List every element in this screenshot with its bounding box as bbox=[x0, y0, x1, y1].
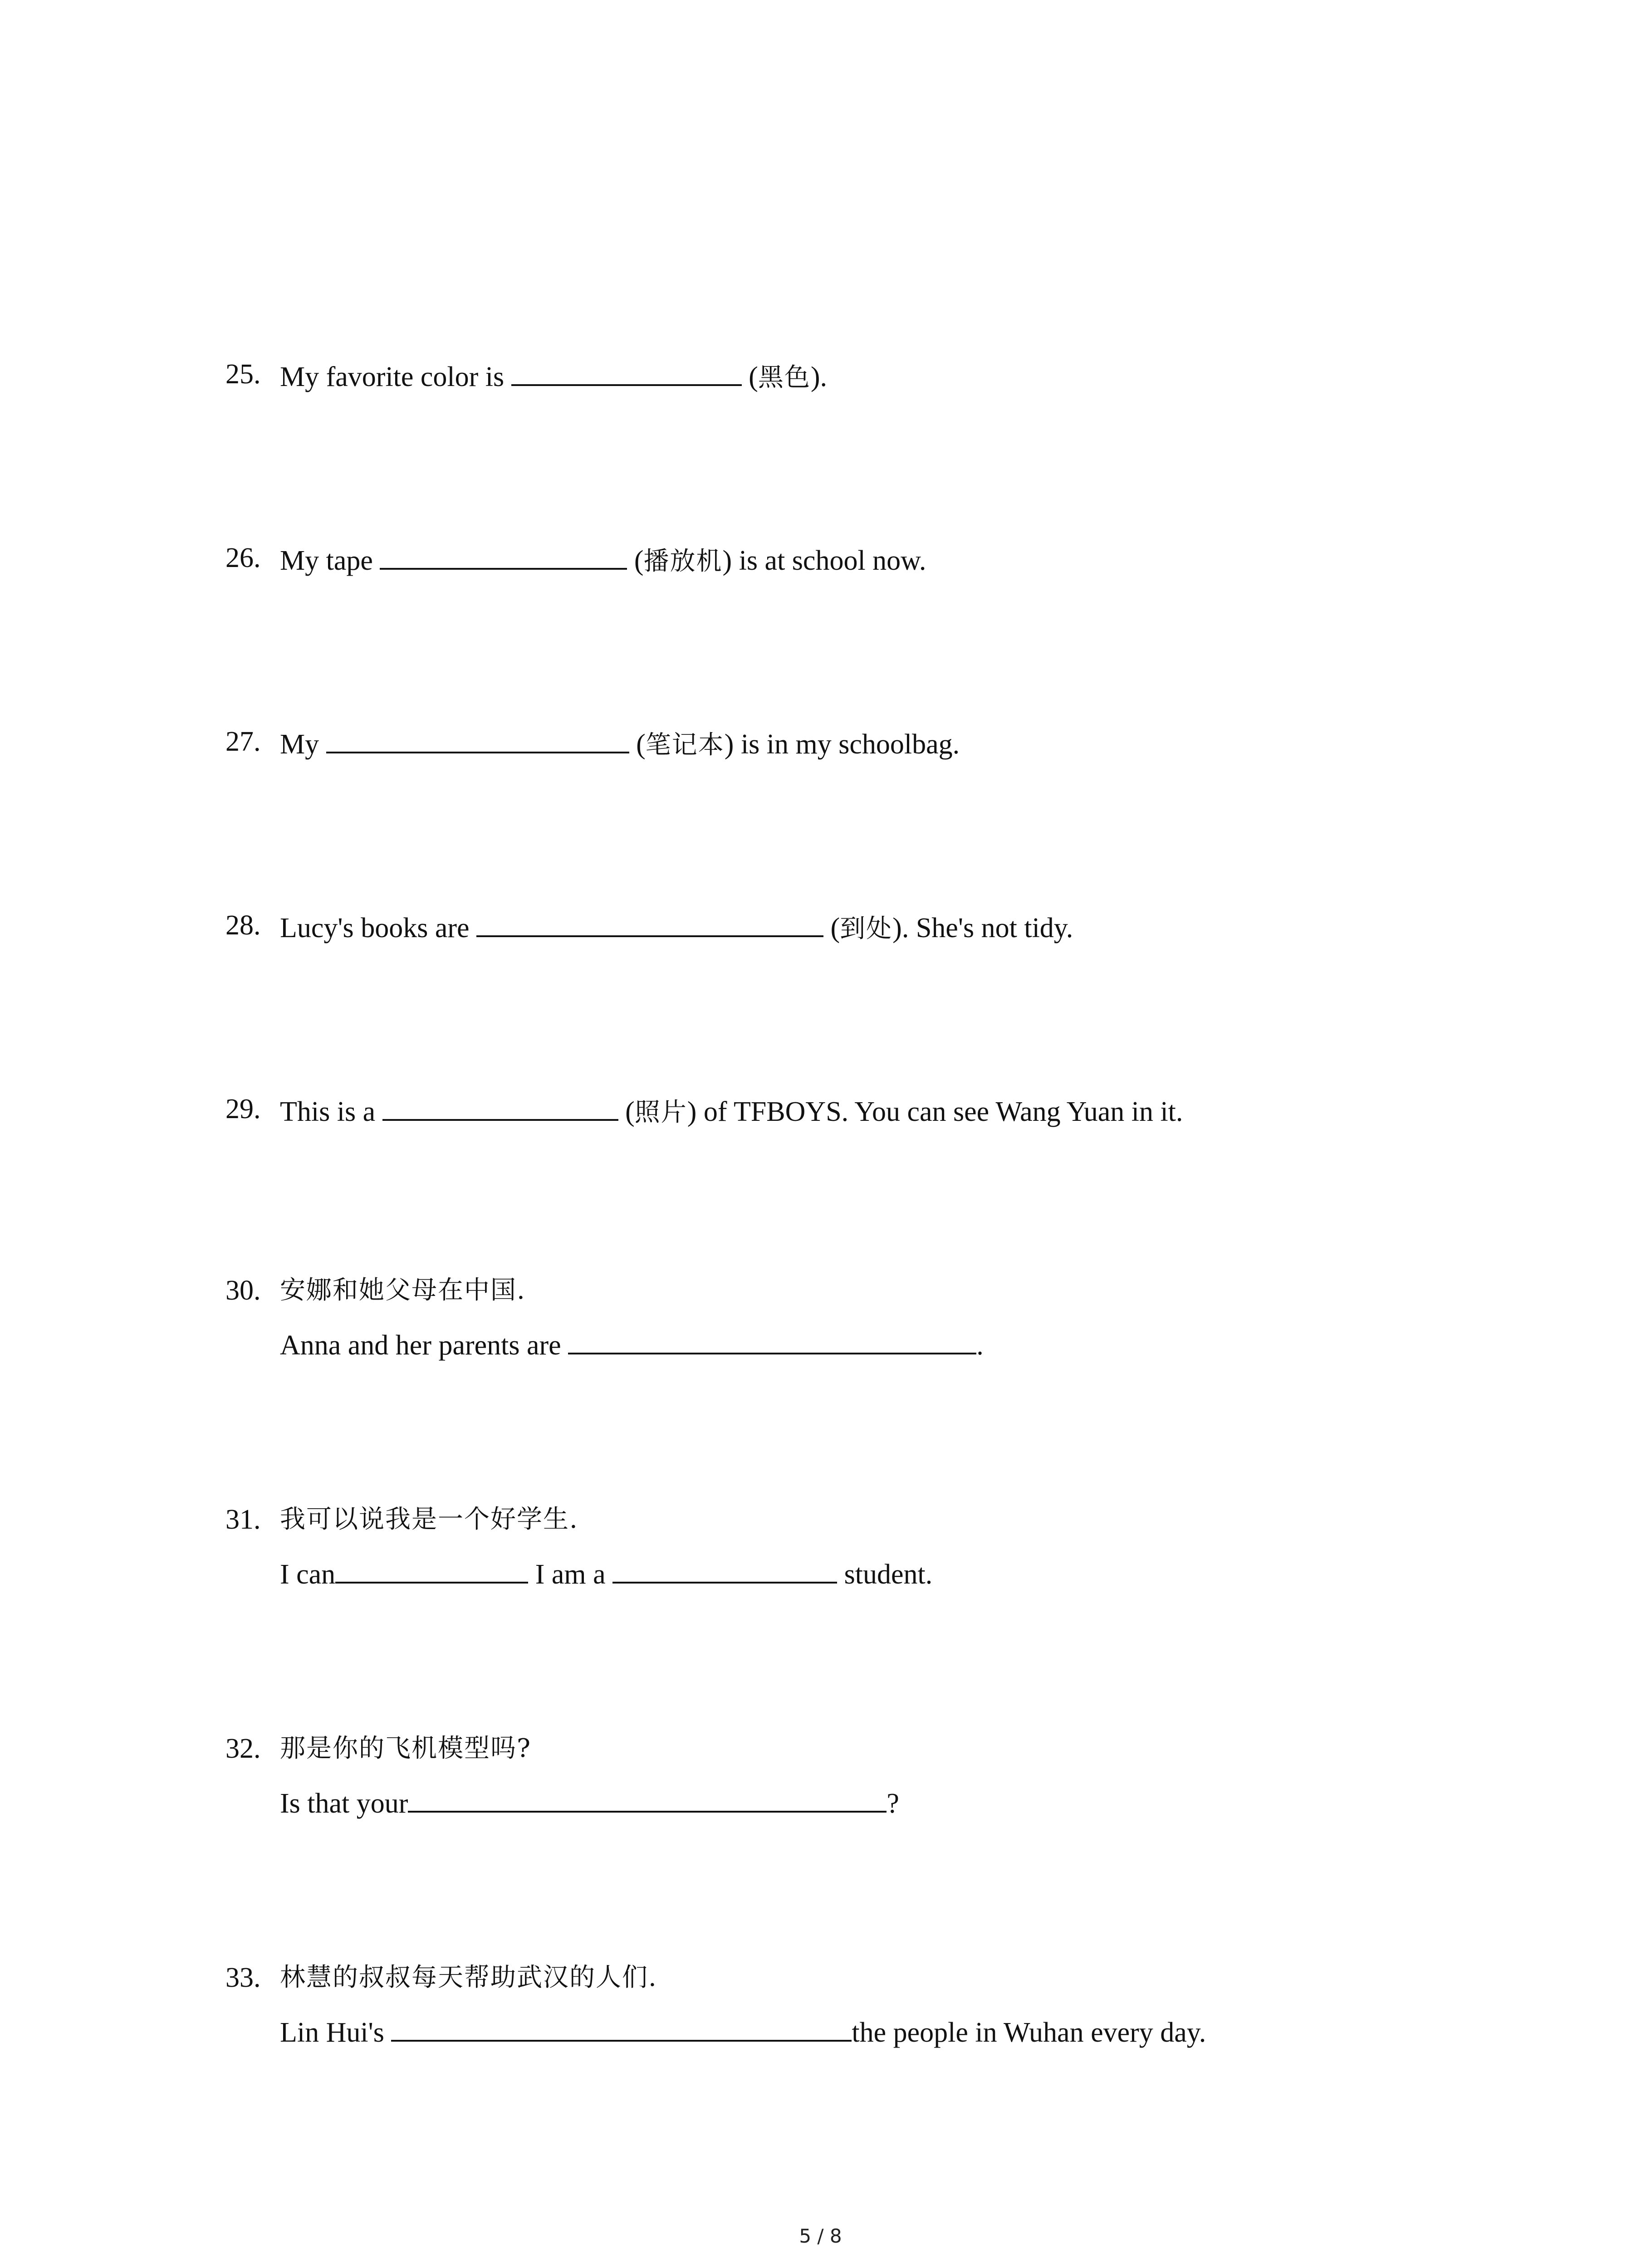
question-number: 30. bbox=[225, 1275, 261, 1306]
answer-blank[interactable] bbox=[335, 1554, 528, 1584]
page-indicator: 5 / 8 bbox=[799, 2225, 842, 2247]
question-sentence: I can I am a student. bbox=[280, 1554, 932, 1593]
question-number: 33. bbox=[225, 1962, 261, 1993]
question-number: 31. bbox=[225, 1504, 261, 1535]
answer-blank[interactable] bbox=[391, 2012, 852, 2042]
question-sentence: My (笔记本) is in my schoolbag. bbox=[280, 723, 960, 763]
chinese-prompt: 林慧的叔叔每天帮助武汉的人们. bbox=[280, 1963, 657, 1992]
question-sentence: This is a (照片) of TFBOYS. You can see Wang Yuan in it. bbox=[280, 1091, 1183, 1131]
question-number: 28. bbox=[225, 910, 261, 941]
question-sentence: My favorite color is (黑色). bbox=[280, 356, 827, 396]
question-sentence: Lucy's books are (到处). She's not tidy. bbox=[280, 907, 1073, 947]
question-number: 32. bbox=[225, 1733, 261, 1764]
answer-blank[interactable] bbox=[326, 723, 629, 753]
answer-blank[interactable] bbox=[382, 1091, 618, 1121]
question-sentence: Is that your ? bbox=[280, 1783, 899, 1822]
chinese-hint: 笔记本 bbox=[645, 730, 725, 760]
answer-blank[interactable] bbox=[612, 1554, 837, 1584]
question-number: 26. bbox=[225, 543, 261, 573]
answer-blank[interactable] bbox=[511, 356, 742, 386]
question-sentence: Anna and her parents are . bbox=[280, 1325, 984, 1364]
chinese-hint: 照片 bbox=[634, 1098, 687, 1127]
chinese-hint: 到处 bbox=[840, 914, 893, 943]
question-sentence: Lin Hui's the people in Wuhan every day. bbox=[280, 2012, 1206, 2051]
question-number: 29. bbox=[225, 1094, 261, 1124]
answer-blank[interactable] bbox=[408, 1783, 887, 1813]
chinese-hint: 黑色 bbox=[758, 363, 811, 392]
answer-blank[interactable] bbox=[568, 1325, 976, 1354]
chinese-prompt: 我可以说我是一个好学生. bbox=[280, 1505, 578, 1534]
question-number: 27. bbox=[225, 726, 261, 757]
question-sentence: My tape (播放机) is at school now. bbox=[280, 540, 926, 580]
question-number: 25. bbox=[225, 359, 261, 390]
chinese-prompt: 安娜和她父母在中国. bbox=[280, 1276, 526, 1305]
chinese-prompt: 那是你的飞机模型吗? bbox=[280, 1734, 532, 1763]
answer-blank[interactable] bbox=[380, 540, 627, 570]
chinese-hint: 播放机 bbox=[643, 547, 723, 576]
answer-blank[interactable] bbox=[476, 907, 823, 937]
